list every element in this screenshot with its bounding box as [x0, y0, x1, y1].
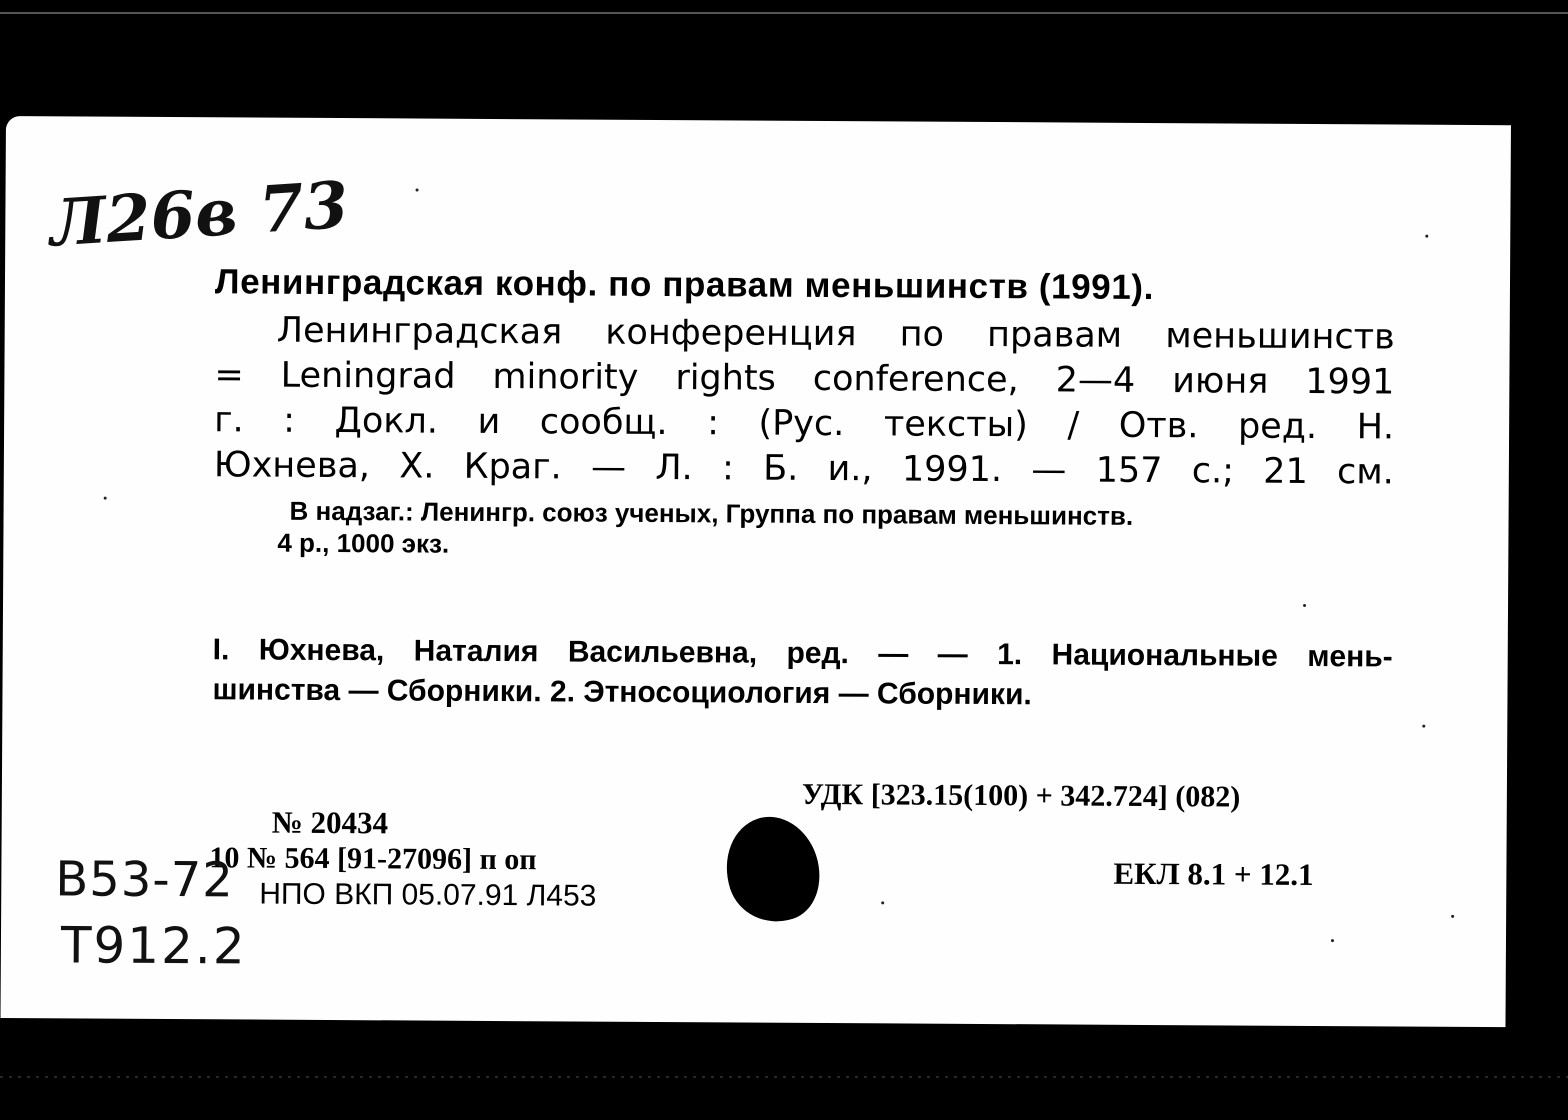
card-heading: Ленинградская конф. по правам меньшинств (1991).	[214, 262, 1155, 308]
handwritten-code-1: В53-72	[55, 851, 234, 909]
card-number: № 20434	[271, 804, 389, 841]
scan-speck	[1422, 725, 1425, 728]
order-line: 10 № 564 [91-27096] п оп	[209, 841, 537, 877]
scan-edge-bottom	[0, 1076, 1568, 1078]
subject-line-2: шинства — Сборники. 2. Этносоциология — Сборники.	[212, 673, 1032, 712]
scan-speck	[104, 497, 107, 500]
scan-edge-top	[0, 12, 1568, 14]
scan-speck	[1331, 939, 1334, 942]
ekl-code: ЕКЛ 8.1 + 12.1	[1113, 855, 1314, 893]
udk-code: УДК [323.15(100) + 342.724] (082)	[801, 777, 1241, 814]
scan-speck	[881, 901, 884, 904]
price-note: 4 р., 1000 экз.	[277, 527, 450, 559]
handwritten-shelf-mark: Л26в 73	[47, 167, 351, 262]
header-note: В надзаг.: Ленингр. союз ученых, Группа по правам меньшинств.	[289, 495, 1134, 531]
npo-line: НПО ВКП 05.07.91 Л453	[259, 877, 597, 913]
handwritten-code-2: Т912.2	[60, 916, 247, 976]
ink-blot	[713, 805, 833, 934]
description-line-4: Юхнева, Х. Краг. — Л. : Б. и., 1991. — 157 с.; 21 см.	[213, 445, 1394, 493]
scan-speck	[416, 189, 419, 192]
scan-speck	[1425, 235, 1428, 238]
subject-line-1: I. Юхнева, Наталия Васильевна, ред. — — 1. Национальные мень-	[212, 633, 1393, 674]
description-line-2: = Leningrad minority rights conference, 2—4 июня 1991	[214, 355, 1395, 403]
scan-speck	[1303, 604, 1306, 607]
description-line-3: г. : Докл. и сообщ. : (Рус. тексты) / Отв. ред. Н.	[214, 400, 1395, 448]
description-line-1: Ленинградская конференция по правам меньшинств	[276, 310, 1395, 358]
scan-speck	[1451, 915, 1454, 918]
catalog-card	[0, 116, 1510, 1027]
